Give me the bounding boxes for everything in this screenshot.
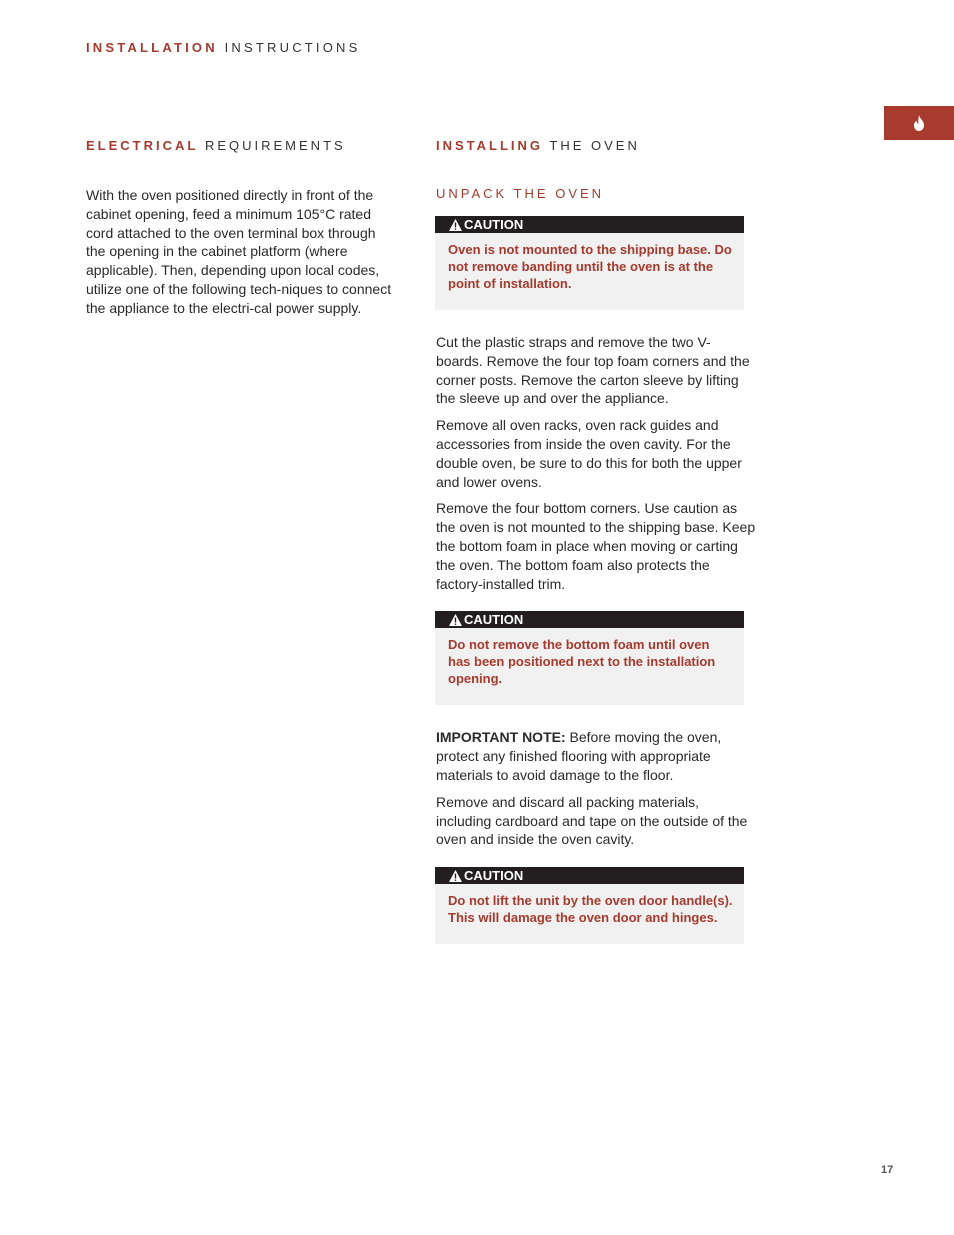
right-column: [436, 186, 756, 967]
flame-icon: [912, 115, 926, 131]
warning-icon: [449, 614, 462, 626]
header-accent: INSTALLATION: [86, 40, 218, 55]
important-note-label: IMPORTANT NOTE:: [436, 729, 566, 746]
section-tab: [884, 106, 954, 140]
caution-box: [435, 216, 744, 310]
racks-paragraph: Remove all oven racks, oven rack guides and accessories from inside the oven cavity. For the double oven, be sure to do this for both the upper and lower ovens.: [436, 417, 742, 490]
caution-text: Do not lift the unit by the oven door handle(s). This will damage the oven door and hinges.: [448, 893, 733, 926]
installing-heading-rest: THE OVEN: [543, 138, 640, 153]
page-header: [86, 40, 361, 55]
warning-icon: [449, 219, 462, 231]
page-number: 17: [881, 1164, 894, 1176]
discard-paragraph: Remove and discard all packing materials, including cardboard and tape on the outside of the oven and inside the oven cavity.: [436, 793, 748, 848]
caution-label: CAUTION: [464, 217, 524, 232]
bottom-corners-paragraph: Remove the four bottom corners. Use caution as the oven is not mounted to the shipping base. Keep the bottom foam in place when moving or carting the oven. The bottom foam also protects the factory-installed trim.: [436, 500, 756, 592]
caution-header: [435, 611, 744, 628]
caution-box: [435, 611, 744, 705]
important-note-paragraph: [436, 728, 756, 784]
warning-icon: [449, 870, 462, 882]
electrical-heading-rest: REQUIREMENTS: [198, 138, 346, 153]
straps-paragraph: Cut the plastic straps and remove the two V-boards. Remove the four top foam corners and the corner posts. Remove the carton sleeve by lifting the sleeve up and over the appliance.: [436, 334, 750, 407]
installing-heading: [436, 138, 640, 153]
caution-header: [435, 867, 744, 884]
important-note-text: Before moving the oven, protect any finished flooring with appropriate materials to avoid damage to the floor.: [436, 729, 722, 783]
electrical-heading: [86, 138, 346, 153]
caution-box: [435, 867, 744, 944]
installing-heading-accent: INSTALLING: [436, 138, 544, 153]
caution-label: CAUTION: [464, 868, 524, 884]
header-rest: INSTRUCTIONS: [217, 40, 361, 55]
caution-label: CAUTION: [464, 612, 524, 628]
caution-text: Do not remove the bottom foam until oven has been positioned next to the installation opening.: [448, 637, 716, 687]
left-column: [86, 186, 398, 318]
unpack-subheading: UNPACK THE OVEN: [436, 186, 605, 201]
caution-text: Oven is not mounted to the shipping base. Do not remove banding until the oven is at the point of installation.: [448, 242, 732, 291]
caution-header: [435, 216, 744, 233]
electrical-paragraph: With the oven positioned directly in front of the cabinet opening, feed a minimum 105°C rated cord attached to the oven terminal box through the opening in the cabinet platform (where applicable). Then, depending upon local codes, utilize one of the following tech-niques to connect the appliance to the electri-cal power supply.: [86, 187, 392, 316]
electrical-heading-accent: ELECTRICAL: [86, 138, 199, 153]
